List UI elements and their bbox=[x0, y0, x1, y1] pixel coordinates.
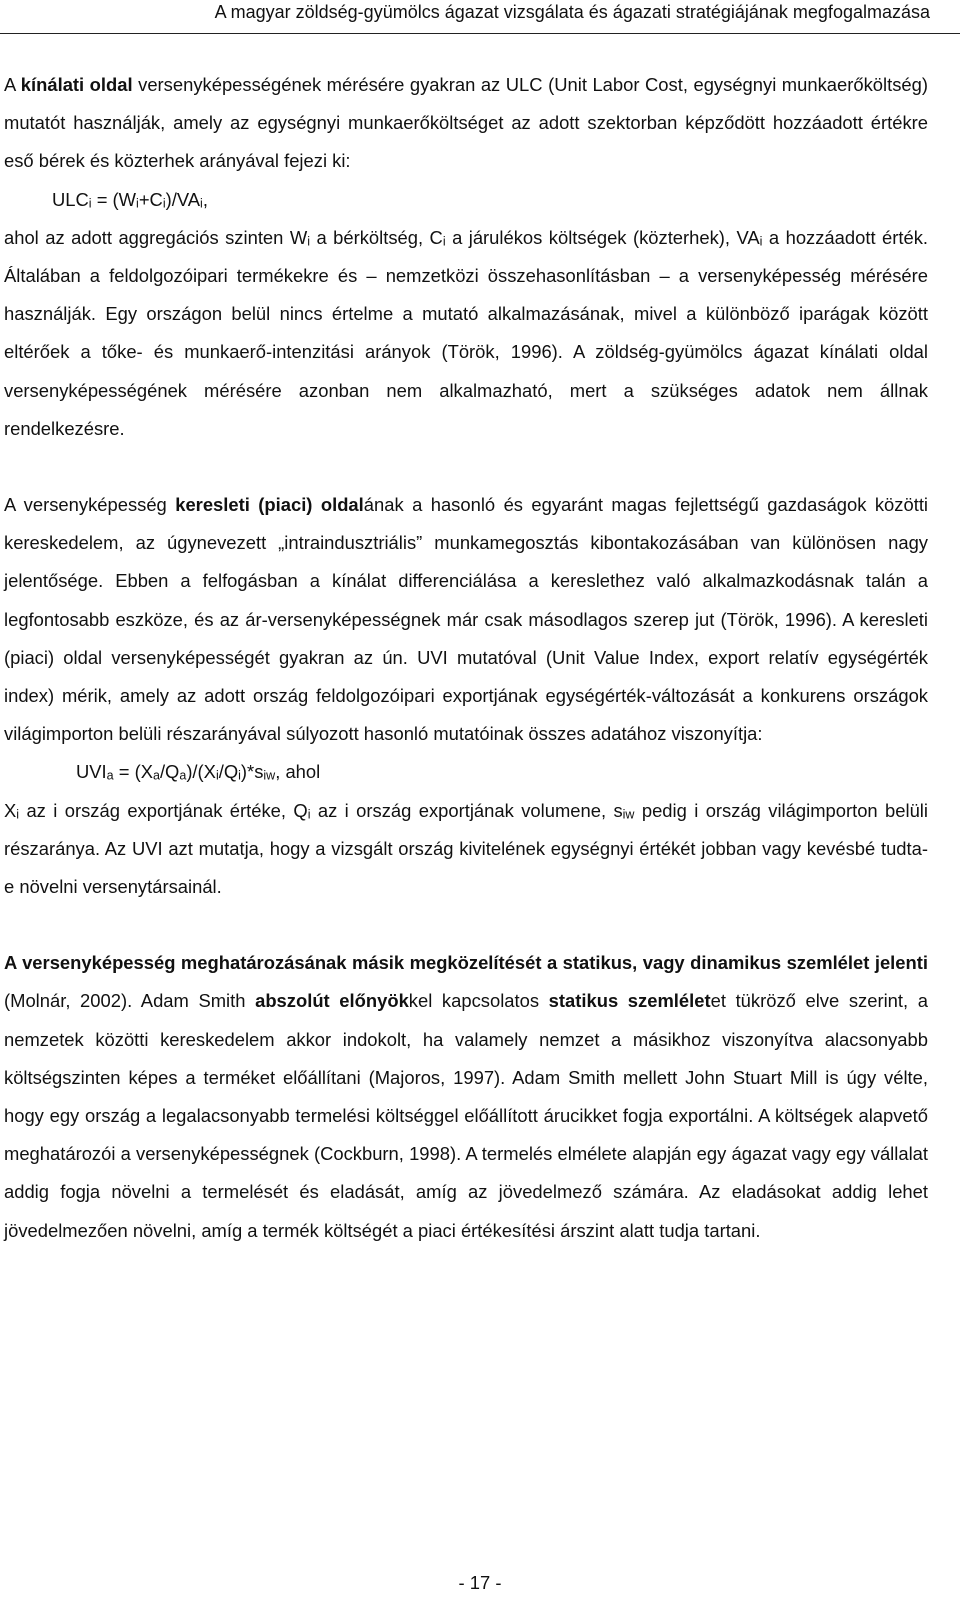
formula-subscript: a bbox=[179, 768, 187, 783]
subscript: i bbox=[307, 806, 311, 821]
formula-subscript: a bbox=[106, 768, 114, 783]
paragraph-ulc-intro bbox=[4, 66, 928, 181]
page-number: - 17 - bbox=[458, 1572, 502, 1593]
formula-subscript: a bbox=[152, 768, 160, 783]
text-run: az i ország exportjának értéke, Q bbox=[19, 799, 308, 821]
formula-subscript: i bbox=[88, 195, 92, 210]
paragraph-static-dynamic bbox=[4, 944, 928, 1250]
bold-term-statikus-dinamikus: A versenyképesség meghatározásának másik megközelítését a statikus, vagy dinamikus szemlélet jelenti bbox=[4, 952, 928, 974]
text-run: ahol az adott aggregációs szinten W bbox=[4, 226, 308, 248]
subscript: i bbox=[442, 234, 446, 249]
formula-subscript: i bbox=[200, 195, 203, 210]
formula-part: )*s bbox=[240, 761, 264, 783]
text-run: az i ország exportjának volumene, s bbox=[310, 799, 623, 821]
subscript: i bbox=[307, 234, 310, 249]
formula-ulc bbox=[4, 181, 928, 219]
page-header bbox=[0, 0, 960, 34]
text-run: a hozzáadott érték. Általában a feldolgozóipari termékekre és – nemzetközi összehasonlításban – a versenyképesség mérésére használják. Egy országon belül nincs értelme a mutató alkalmazásának, mivel a különböző iparágak között eltérőek a tőke- és munkaerő-intenzitási arányok (Török, 1996). A zöldség-gyümölcs ágazat kínálati oldal versenyképességének mérésére azonban nem alkalmazható, mert a szükséges adatok nem állnak rendelkezésre. bbox=[4, 226, 929, 439]
text-run: pedig i ország világimporton belüli részaránya. Az UVI azt mutatja, hogy a vizsgált ország kivitelének egységnyi értékét jobban vagy kevésbé tudta-e növelni versenytársainál. bbox=[4, 799, 928, 898]
formula-subscript: iw bbox=[263, 768, 276, 783]
paragraph-uvi-explanation bbox=[4, 792, 928, 907]
text-run: a bérköltség, C bbox=[309, 226, 443, 248]
formula-subscript: i bbox=[215, 768, 219, 783]
formula-subscript: i bbox=[162, 195, 166, 210]
text-run: (Molnár, 2002). Adam Smith bbox=[4, 990, 256, 1012]
formula-subscript: i bbox=[136, 195, 139, 210]
formula-part: = (W bbox=[91, 188, 137, 210]
text-run: a járulékos költségek (közterhek), VA bbox=[445, 226, 760, 248]
text-run: A versenyképesség bbox=[4, 494, 176, 516]
formula-part: = (X bbox=[113, 761, 153, 783]
text-run: et tükröző elve szerint, a nemzetek közötti kereskedelem akkor indokolt, ha valamely nemzet a másikhoz viszonyítva alacsonyabb költségszinten képes a terméket előállítani (Majoros, 1997). Adam Smith mellett John Stuart Mill is úgy vélte, hogy egy ország a legalacsonyabb termelési költséggel előállított árucikket fogja exportálni. A költségek alapvető meghatározói a versenyképességnek (Cockburn, 1998). A termelés elmélete alapján egy ágazat vagy egy vállalat addig fogja növelni a termelését és eladását, amíg az jövedelmező számára. Az eladásokat addig lehet jövedelmezően növelni, amíg a termék költségét a piaci értékesítési árszint alatt tudja tartani. bbox=[4, 990, 928, 1241]
formula-part: UVI bbox=[76, 761, 107, 783]
paragraph-demand-side bbox=[4, 486, 928, 753]
text-run: X bbox=[4, 799, 17, 821]
text-run: A bbox=[4, 74, 21, 95]
formula-part: )/VA bbox=[165, 188, 201, 210]
formula-uvi bbox=[4, 753, 928, 791]
bold-term-abszolut-elony: abszolút előnyök bbox=[255, 990, 409, 1012]
text-run: versenyképességének mérésére gyakran az ULC (Unit Labor Cost, egységnyi munkaerőköltség) mutatót használják, amely az egységnyi munkaerőköltséget az adott szektorban képződött hozzáadott értékre eső bérek és közterhek arányával fejezi ki: bbox=[4, 74, 928, 172]
paragraph-gap bbox=[4, 448, 928, 486]
paragraph-ulc-explanation bbox=[4, 219, 928, 448]
formula-part: , ahol bbox=[275, 761, 321, 783]
bold-term-kinalati-oldal: kínálati oldal bbox=[20, 74, 133, 95]
document-body bbox=[4, 66, 928, 1250]
formula-part: /Q bbox=[159, 761, 180, 783]
text-run: ának a hasonló és egyaránt magas fejlettségű gazdaságok közötti kereskedelem, az úgynevezett „intraindusztriális” munkamegosztás kibontakozásában van különösen nagy jelentősége. Ebben a felfogásban a kínálat differenciálása a kereslethez való alkalmazkodásnak talán a legfontosabb eszköze, és az ár-versenyképességnek már csak másodlagos szerep jut (Török, 1996). A keresleti (piaci) oldal versenyképességét gyakran az ún. UVI mutatóval (Unit Value Index, export relatív egységérték index) mérik, amely az adott ország feldolgozóipari exportjának egységérték-változását a konkurens országok világimporton belüli részarányával súlyozott hasonló mutatóinak összes adatához viszonyítja: bbox=[4, 494, 929, 745]
subscript: iw bbox=[622, 806, 635, 821]
text-run: kel kapcsolatos bbox=[408, 990, 549, 1012]
header-title: A magyar zöldség-gyümölcs ágazat vizsgálata és ágazati stratégiájának megfogalmazása bbox=[214, 2, 930, 22]
paragraph-gap bbox=[4, 906, 928, 944]
subscript: i bbox=[16, 806, 20, 821]
subscript: i bbox=[759, 234, 763, 249]
bold-term-statikus-szemlelet: statikus szemlélet bbox=[548, 990, 711, 1012]
formula-part: /Q bbox=[218, 761, 239, 783]
formula-subscript: i bbox=[238, 768, 241, 783]
formula-part: ULC bbox=[52, 188, 89, 210]
formula-part: +C bbox=[138, 188, 163, 210]
formula-part: , bbox=[202, 188, 208, 210]
formula-part: )/(X bbox=[186, 761, 216, 783]
bold-term-keresleti-oldal: keresleti (piaci) oldal bbox=[175, 494, 364, 516]
